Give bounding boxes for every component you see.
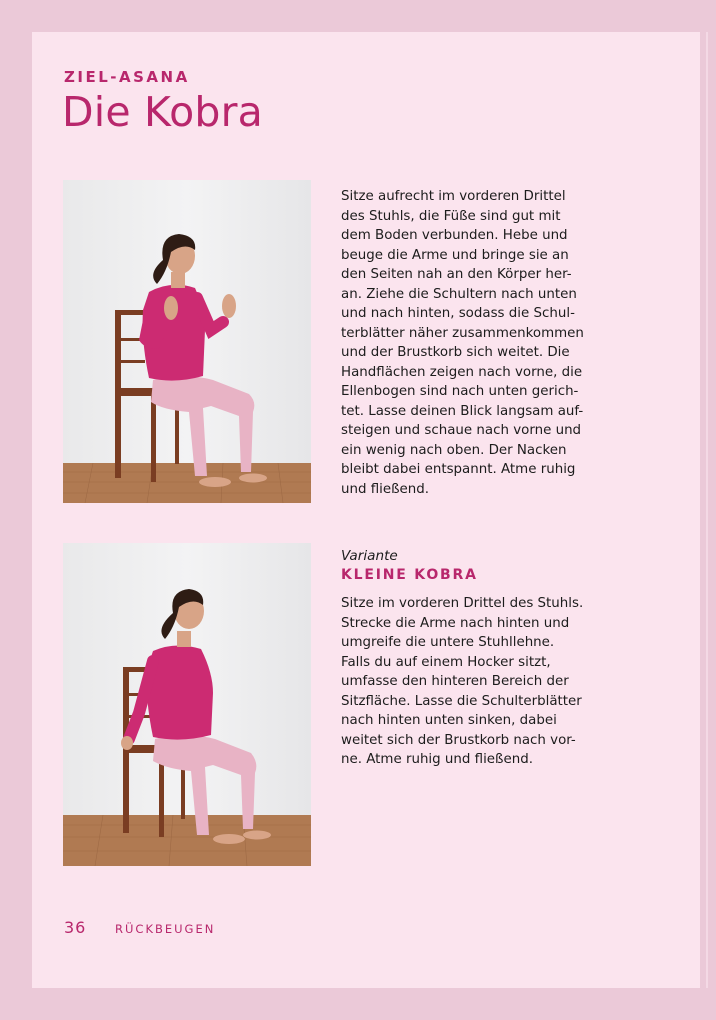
text-line: an. Ziehe die Schultern nach unten xyxy=(341,286,577,302)
text-line: Sitze aufrecht im vorderen Drittel xyxy=(341,189,566,204)
text-line: Sitze im vorderen Drittel des Stuhls. xyxy=(341,596,584,611)
page-number: 36 xyxy=(64,918,87,937)
text-line: bleibt dabei entspannt. Atme ruhig xyxy=(341,462,576,477)
pose-description xyxy=(341,187,601,499)
text-line: und nach hinten, sodass die Schul- xyxy=(341,306,575,321)
text-line: nach hinten unten sinken, dabei xyxy=(341,713,557,728)
text-line: Strecke die Arme nach hinten und xyxy=(341,615,570,631)
variant-description xyxy=(341,594,601,770)
text-line: und der Brustkorb sich weitet. Die xyxy=(341,345,570,360)
text-line: Falls du auf einem Hocker sitzt, xyxy=(341,654,551,670)
text-line: Sitzfläche. Lasse die Schulterblätter xyxy=(341,693,582,709)
variant-title: KLEINE KOBRA xyxy=(341,567,478,583)
text-line: den Seiten nah an den Körper her- xyxy=(341,267,572,282)
text-line: steigen und schaue nach vorne und xyxy=(341,423,582,438)
text-line: ein wenig nach oben. Der Nacken xyxy=(341,442,567,458)
text-line: umfasse den hinteren Bereich der xyxy=(341,674,569,689)
section-name: RÜCKBEUGEN xyxy=(115,922,216,936)
text-line: des Stuhls, die Füße sind gut mit xyxy=(341,208,561,224)
text-line: beuge die Arme und bringe sie an xyxy=(341,247,569,263)
kicker-label: ZIEL-ASANA xyxy=(64,68,190,86)
text-line: terblätter näher zusammenkommen xyxy=(341,325,584,341)
variant-label: Variante xyxy=(341,548,398,564)
text-line: weitet sich der Brustkorb nach vor- xyxy=(341,732,576,748)
text-line: ne. Atme ruhig und fließend. xyxy=(341,752,533,767)
text-line: und fließend. xyxy=(341,481,430,497)
text-line: dem Boden verbunden. Hebe und xyxy=(341,228,568,243)
page-title: Die Kobra xyxy=(62,88,263,136)
text-line: umgreife die untere Stuhllehne. xyxy=(341,635,555,650)
text-line: Ellenbogen sind nach unten gerich- xyxy=(341,384,579,399)
pose-photo-small-cobra xyxy=(63,543,311,866)
text-line: Handflächen zeigen nach vorne, die xyxy=(341,364,583,380)
pose-photo-cobra xyxy=(63,180,311,503)
page-edge xyxy=(706,32,708,988)
text-line: tet. Lasse deinen Blick langsam auf- xyxy=(341,403,584,419)
